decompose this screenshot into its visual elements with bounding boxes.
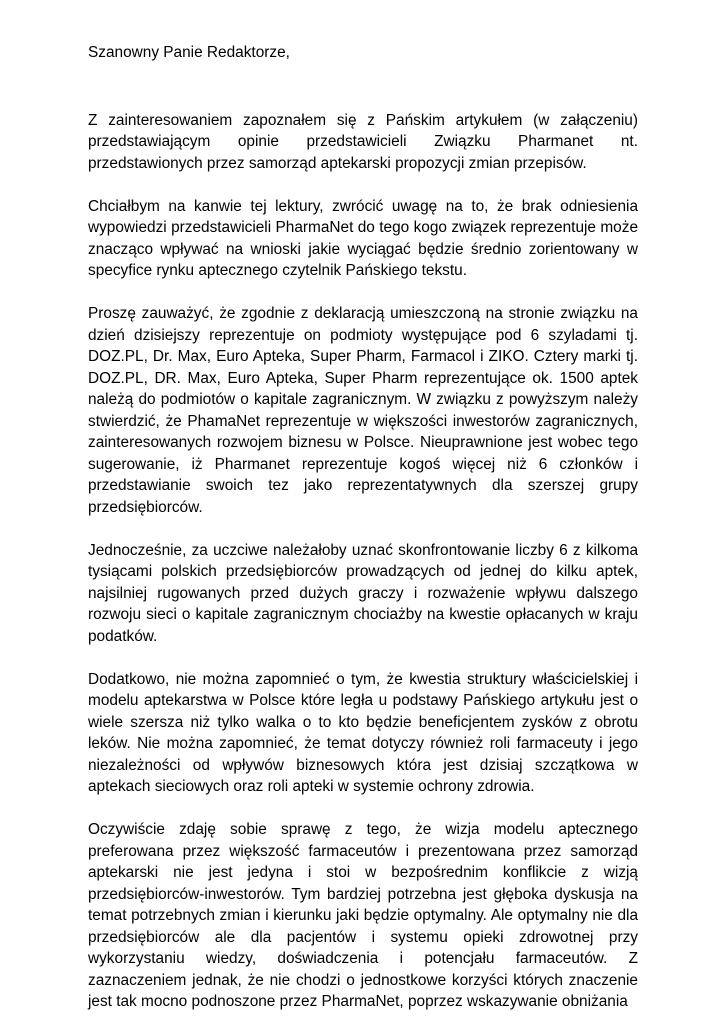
salutation: Szanowny Panie Redaktorze, xyxy=(88,44,290,61)
paragraph: Oczywiście zdaję sobie sprawę z tego, że wizja modelu aptecznego preferowana przez większość farmaceutów i prezentowana przez samorząd aptekarski nie jest jedyna i stoi w bezpośrednim konflikcie z wizją przedsiębiorców-inwestorów. Tym bardziej potrzebna jest głęboka dyskusja na temat potrzebnych zmian i kierunku jaki będzie optymalny. Ale optymalny nie dla przedsiębiorców ale dla pacjentów i systemu opieki zdrowotnej przy wykorzystaniu wiedzy, doświadczenia i potencjału farmaceutów. Z zaznaczeniem jednak, że nie chodzi o jednostkowe korzyści których znaczenie jest tak mocno podnoszone przez PharmaNet, poprzez wskazywanie obniżania xyxy=(88,821,638,1010)
paragraph: Dodatkowo, nie można zapomnieć o tym, że kwestia struktury właścicielskiej i modelu aptekarstwa w Polsce które legła u podstawy Pańskiego artykułu jest o wiele szersza niż tylko walka o to kto będzie beneficjentem zysków z obrotu leków. Nie można zapomnieć, że temat dotyczy również roli farmaceuty i jego niezależności od wpływów biznesowych która jest dzisiaj szczątkowa w aptekach sieciowych oraz roli apteki w systemie ochrony zdrowia. xyxy=(88,670,638,795)
paragraph: Jednocześnie, za uczciwe należałoby uznać skonfrontowanie liczby 6 z kilkoma tysiącami polskich przedsiębiorców prowadzących od jednej do kilku aptek, najsilniej rugowanych przed dużych graczy i rozważenie wpływu dalszego rozwoju sieci o kapitale zagranicznym chociażby na kwestie opłacanych w kraju podatków. xyxy=(88,541,638,645)
paragraph: Z zainteresowaniem zapoznałem się z Pańskim artykułem (w załączeniu) przedstawiającym opinie przedstawicieli Związku Pharmanet nt. przedstawionych przez samorząd aptekarski propozycji zmian przepisów. xyxy=(88,111,638,172)
paragraph: Chciałbym na kanwie tej lektury, zwrócić uwagę na to, że brak odniesienia wypowiedzi przedstawicieli PharmaNet do tego kogo związek reprezentuje może znacząco wpływać na wnioski jakie wyciągać będzie średnio zorientowany w specyfice rynku aptecznego czytelnik Pańskiego tekstu. xyxy=(88,197,638,279)
paragraph: Proszę zauważyć, że zgodnie z deklaracją umieszczoną na stronie związku na dzień dzisiejszy reprezentuje on podmioty występujące pod 6 szyladami tj. DOZ.PL, Dr. Max, Euro Apteka, Super Pharm, Farmacol i ZIKO. Cztery marki tj. DOZ.PL, DR. Max, Euro Apteka, Super Pharm reprezentujące ok. 1500 aptek należą do podmiotów o kapitale zagranicznym. W związku z powyższym należy stwierdzić, że PhamaNet reprezentuje w większości inwestorów zagranicznych, zainteresowanych rozwojem biznesu w Polsce. Nieuprawnione jest wobec tego sugerowanie, iż Pharmanet reprezentuje kogoś więcej niż 6 członków i przedstawianie swoich tez jako reprezentatywnych dla szerszej grupy przedsiębiorców. xyxy=(88,305,638,516)
